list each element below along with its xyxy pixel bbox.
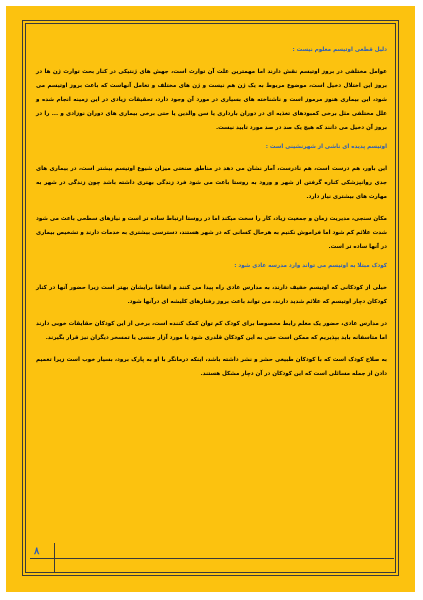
- paragraph: این باور، هم درست است، هم نادرست، آمار نشان می دهد در مناطق صنعتی میزان شیوع اوتیسم بیشتر است، در بیماری های جدی روانپزشکی کناره گرفتن از شهر و ورود به روستا باعث می شود فرد زندگی بهتری داشته باشد چون زندگی در شهر به مهارت های بیشتری نیاز دارد.: [36, 166, 387, 200]
- page-content: [36, 46, 387, 389]
- section-urbanization: [36, 143, 387, 254]
- section-heading: اوتیسم پدیده ای ناشی از شهرنشینی است :: [265, 144, 387, 150]
- paragraph: در مدارس عادی، حضور یک معلم رابط مخصوصا برای کودک کم توان کمک کننده است، برخی از این کودکان حقایقات خوبی دارند اما متاسفانه باید بپذیریم که ممکن است حتی به این کودکان قلدری شود یا مورد آزار جنسی یا تمسخر دیگران نیز قرار بگیرند.: [36, 321, 387, 341]
- footer-divider: [30, 558, 394, 559]
- section-cause: [36, 46, 387, 135]
- paragraph: خیلی از کودکانی که اوتیسم خفیف دارند، به مدارس عادی راه پیدا می کنند و اتفاقا برایشان بهتر است زیرا حضور آنها در کنار کودکان دچار اوتیسم که علائم شدید دارند، می تواند باعث بروز رفتارهای کلیشه ای درآنها شود.: [36, 285, 387, 305]
- page-sheet: [6, 6, 415, 592]
- section-school: [36, 262, 387, 381]
- section-heading: کودک مبتلا به اوتیسم می تواند وارد مدرسه عادی شود :: [234, 263, 387, 269]
- page-number: ۸: [34, 546, 40, 557]
- footer-vertical-divider: [54, 543, 55, 573]
- section-heading: دلیل قطعی اوتیسم معلوم نیست :: [292, 47, 387, 53]
- paragraph: مکان سنجی، مدیریت زمان و جمعیت زیاد، کار را سخت میکند اما در روستا ارتباط ساده تر است و نیازهای سطحی باعث می شود شدت علائم کم شود اما فراموش نکنیم به هرحال کسانی که در شهر هستند، دسترسی بیشتری به خدمات دارند و تشخیص بیماری در آنها ساده تر است.: [36, 216, 387, 250]
- paragraph: به صلاح کودک است که با کودکان طبیعی حشر و نشر داشته باشد، اینکه درمانگر با او به پارک برود، بسیار خوب است زیرا تعمیم دادن از جمله مسائلی است که این کودکان در آن دچار مشکل هستند.: [36, 357, 387, 377]
- paragraph: عوامل مختلفی در بروز اوتیسم نقش دارند اما مهمترین علت آن توارث است، جهش های ژنتیکی در کنار بحث توارث ژن ها در بروز این اختلال دخیل است، موضوع مربوط به یک ژن هم نیست و ژن های مختلف و تعامل آنهاست که باعث بروز اوتیسم می شود، این بیماری هنوز مرموز است و ناشناخته های بسیاری در مورد آن وجود دارد، تحقیقات زیادی در این زمینه انجام شده و علل مختلفی مثل برخی کمبودهای تغذیه ای در دوران بارداری یا سن والدین یا حتی برخی بیماری های دوران نوزادی و ... را در بروز آن دخیل می دانند که هیچ یک صد در صد مورد تایید نیست.: [36, 69, 387, 131]
